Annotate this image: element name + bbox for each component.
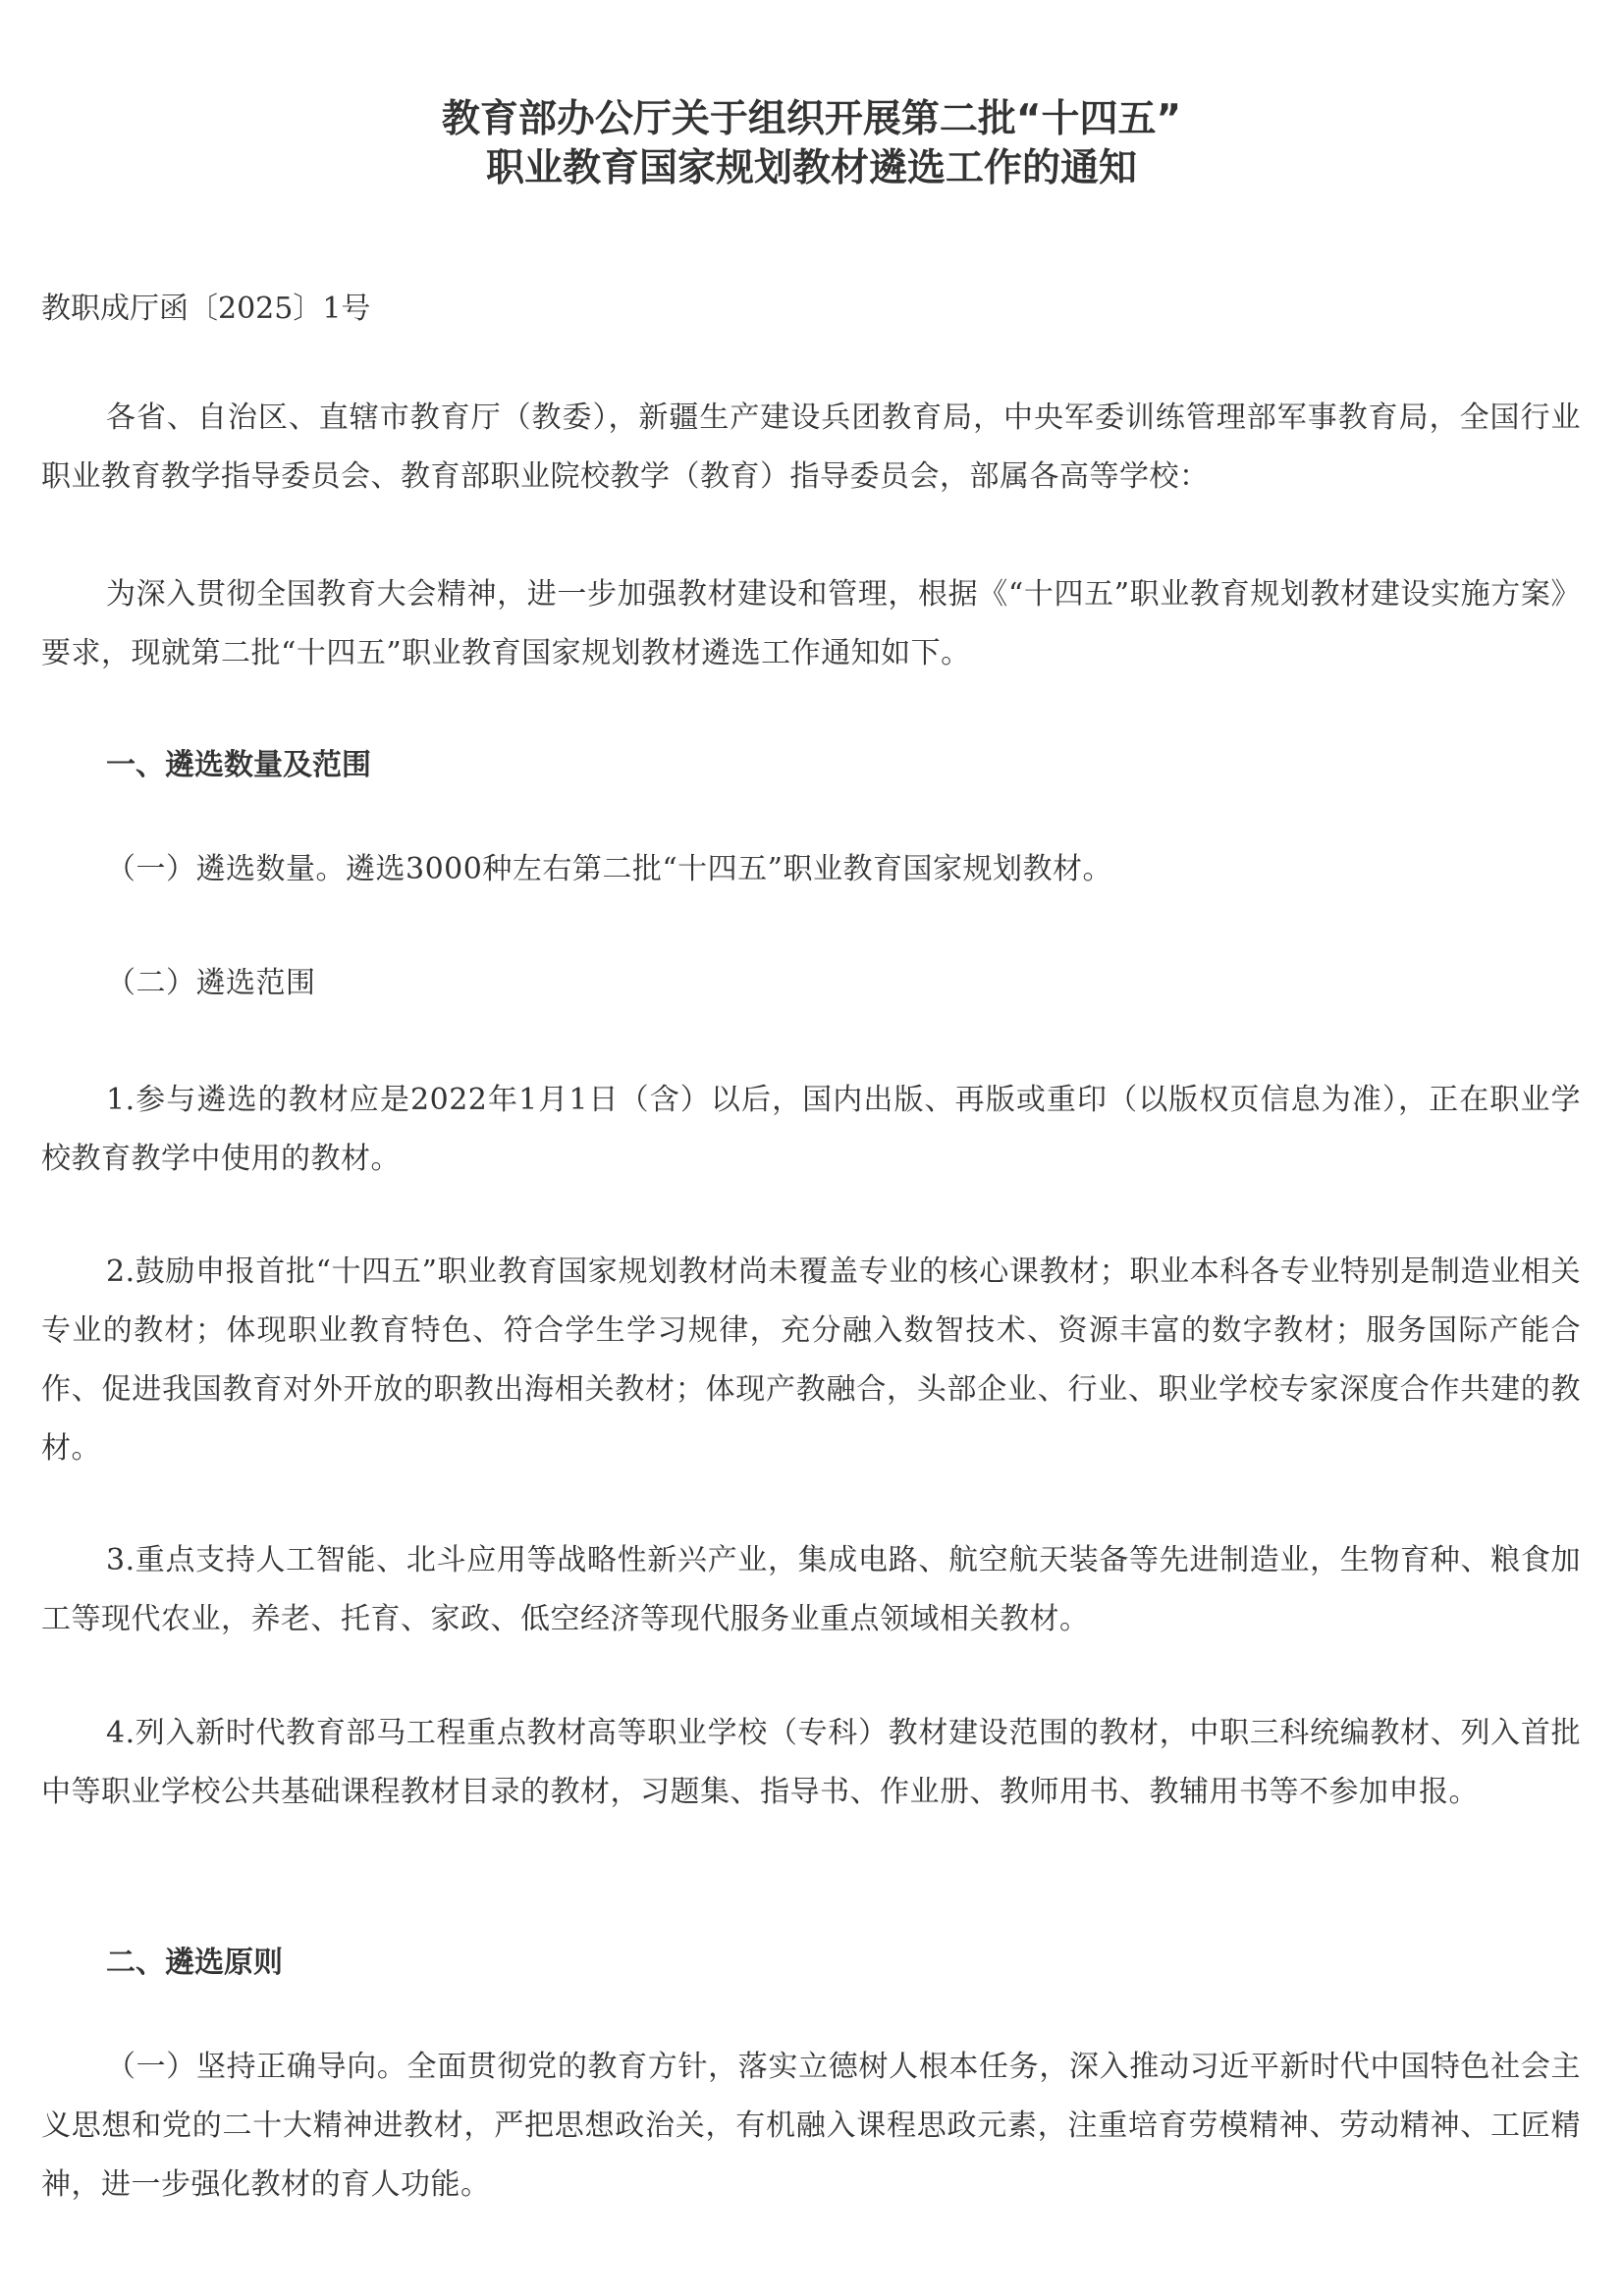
scope-point-1: 1.参与遴选的教材应是2022年1月1日（含）以后，国内出版、再版或重印（以版权页信息为准），正在职业学校教育教学中使用的教材。 — [41, 1083, 1581, 1176]
scope-point-3: 3.重点支持人工智能、北斗应用等战略性新兴产业，集成电路、航空航天装备等先进制造业，生物育种、粮食加工等现代农业，养老、托育、家政、低空经济等现代服务业重点领域相关教材。 — [41, 1543, 1581, 1636]
document-title-line-2: 职业教育国家规划教材遴选工作的通知 — [485, 146, 1137, 190]
section-2-item-1: （一）坚持正确导向。全面贯彻党的教育方针，落实立德树人根本任务，深入推动习近平新时代中国特色社会主义思想和党的二十大精神进教材，严把思想政治关，有机融入课程思政元素，注重培育劳模精神、劳动精神、工匠精神，进一步强化教材的育人功能。 — [41, 2050, 1581, 2202]
document-number: 教职成厅函〔2025〕1号 — [41, 292, 371, 326]
intro-paragraph: 为深入贯彻全国教育大会精神，进一步加强教材建设和管理，根据《“十四五”职业教育规划教材建设实施方案》要求，现就第二批“十四五”职业教育国家规划教材遴选工作通知如下。 — [41, 577, 1581, 670]
scope-point-4: 4.列入新时代教育部马工程重点教材高等职业学校（专科）教材建设范围的教材，中职三科统编教材、列入首批中等职业学校公共基础课程教材目录的教材，习题集、指导书、作业册、教师用书、教辅用书等不参加申报。 — [41, 1716, 1581, 1809]
document-title-line-1: 教育部办公厅关于组织开展第二批“十四五” — [441, 97, 1182, 141]
section-2-heading: 二、遴选原则 — [106, 1946, 283, 1980]
section-1-item-1: （一）遴选数量。遴选3000种左右第二批“十四五”职业教育国家规划教材。 — [106, 852, 1113, 886]
scope-point-2: 2.鼓励申报首批“十四五”职业教育国家规划教材尚未覆盖专业的核心课教材；职业本科各专业特别是制造业相关专业的教材；体现职业教育特色、符合学生学习规律，充分融入数智技术、资源丰富的数字教材；服务国际产能合作、促进我国教育对外开放的职教出海相关教材；体现产教融合，头部企业、行业、职业学校专家深度合作共建的教材。 — [41, 1255, 1581, 1466]
addressee-paragraph: 各省、自治区、直辖市教育厅（教委），新疆生产建设兵团教育局，中央军委训练管理部军事教育局，全国行业职业教育教学指导委员会、教育部职业院校教学（教育）指导委员会，部属各高等学校： — [41, 400, 1581, 494]
section-1-heading: 一、遴选数量及范围 — [106, 748, 371, 782]
section-1-item-2-heading: （二）遴选范围 — [106, 966, 316, 1000]
